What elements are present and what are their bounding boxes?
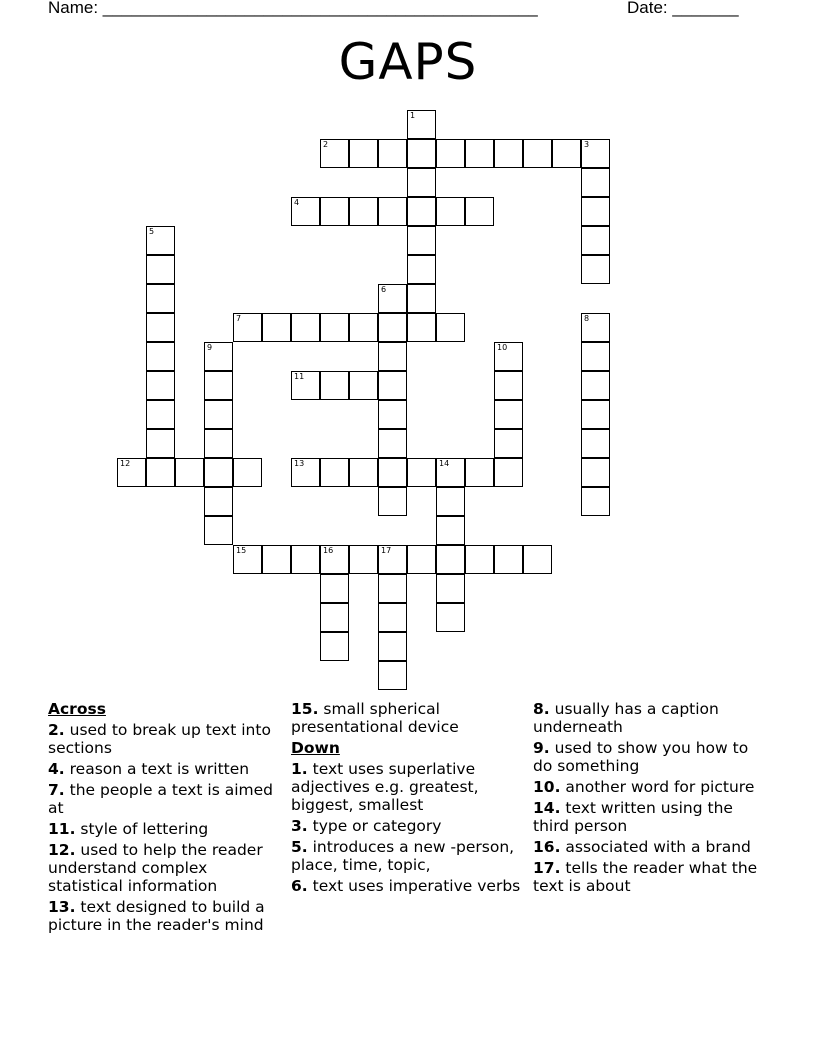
grid-cell[interactable] [581,429,610,458]
clues-column-2 [291,700,526,898]
grid-cell[interactable] [581,458,610,487]
clue-number: 9 [207,343,213,352]
grid-cell[interactable] [407,458,436,487]
grid-cell[interactable] [117,458,146,487]
grid-cell[interactable] [581,371,610,400]
grid-cell[interactable] [407,226,436,255]
grid-cell[interactable] [494,458,523,487]
grid-cell[interactable] [320,197,349,226]
grid-cell[interactable] [291,313,320,342]
clue-down-17: 17. tells the reader what the text is about [533,859,758,895]
grid-cell[interactable] [436,574,465,603]
grid-cell[interactable] [349,545,378,574]
clue-across-7: 7. the people a text is aimed at [48,781,273,817]
grid-cell[interactable] [233,313,262,342]
grid-cell[interactable] [523,139,552,168]
grid-cell[interactable] [146,226,175,255]
grid-cell[interactable] [146,371,175,400]
clue-down-10: 10. another word for picture [533,778,755,796]
grid-cell[interactable] [146,342,175,371]
clue-number: 11 [294,372,305,381]
clue-down-5: 5. introduces a new -person, place, time, topic, [291,838,515,874]
grid-cell[interactable] [436,603,465,632]
down-heading: Down [291,739,340,757]
clues-column-1 [48,700,283,937]
clue-number: 4 [294,198,300,207]
grid-cell[interactable] [407,255,436,284]
grid-cell[interactable] [320,313,349,342]
name-label: Name: ______________________________________________ [48,0,538,17]
grid-cell[interactable] [581,226,610,255]
clue-number: 1 [410,111,416,120]
clue-number: 12 [120,459,131,468]
clue-number: 2 [323,140,329,149]
grid-cell[interactable] [378,458,407,487]
grid-cell[interactable] [494,400,523,429]
grid-cell[interactable] [407,197,436,226]
grid-cell[interactable] [436,197,465,226]
grid-cell[interactable] [407,545,436,574]
clue-number: 13 [294,459,305,468]
grid-cell[interactable] [581,197,610,226]
clue-number: 10 [497,343,508,352]
grid-cell[interactable] [436,139,465,168]
grid-cell[interactable] [349,458,378,487]
grid-cell[interactable] [407,313,436,342]
grid-cell[interactable] [436,516,465,545]
grid-cell[interactable] [349,371,378,400]
grid-cell[interactable] [465,139,494,168]
clue-number: 15 [236,546,247,555]
grid-cell[interactable] [494,139,523,168]
grid-cell[interactable] [204,429,233,458]
clue-across-2: 2. used to break up text into sections [48,721,271,757]
grid-cell[interactable] [581,255,610,284]
clue-across-11: 11. style of lettering [48,820,209,838]
grid-cell[interactable] [378,313,407,342]
clue-down-14: 14. text written using the third person [533,799,733,835]
grid-cell[interactable] [378,400,407,429]
grid-cell[interactable] [581,139,610,168]
grid-cell[interactable] [320,371,349,400]
grid-cell[interactable] [204,516,233,545]
clue-number: 3 [584,140,590,149]
clue-number: 16 [323,546,334,555]
clue-across-4: 4. reason a text is written [48,760,250,778]
grid-cell[interactable] [262,313,291,342]
grid-cell[interactable] [320,458,349,487]
grid-cell[interactable] [349,313,378,342]
grid-cell[interactable] [378,661,407,690]
clue-across-15: 15. small spherical presentational device [291,700,459,736]
grid-cell[interactable] [465,197,494,226]
grid-cell[interactable] [233,545,262,574]
grid-cell[interactable] [494,429,523,458]
clue-number: 14 [439,459,450,468]
grid-cell[interactable] [378,545,407,574]
grid-cell[interactable] [436,545,465,574]
grid-cell[interactable] [378,603,407,632]
clue-across-13: 13. text designed to build a picture in the reader's mind [48,898,265,934]
grid-cell[interactable] [146,284,175,313]
clue-across-12: 12. used to help the reader understand complex statistical information [48,841,263,895]
grid-cell[interactable] [320,139,349,168]
grid-cell[interactable] [581,400,610,429]
grid-cell[interactable] [204,400,233,429]
grid-cell[interactable] [378,632,407,661]
grid-cell[interactable] [146,429,175,458]
grid-cell[interactable] [494,545,523,574]
grid-cell[interactable] [233,458,262,487]
grid-cell[interactable] [146,255,175,284]
grid-cell[interactable] [175,458,204,487]
grid-cell[interactable] [407,110,436,139]
across-heading: Across [48,700,106,718]
grid-cell[interactable] [349,139,378,168]
grid-cell[interactable] [436,458,465,487]
grid-cell[interactable] [378,284,407,313]
grid-cell[interactable] [465,458,494,487]
grid-cell[interactable] [407,284,436,313]
grid-cell[interactable] [204,487,233,516]
grid-cell[interactable] [146,313,175,342]
grid-cell[interactable] [378,371,407,400]
clue-down-3: 3. type or category [291,817,442,835]
grid-cell[interactable] [204,342,233,371]
clue-number: 5 [149,227,155,236]
grid-cell[interactable] [204,371,233,400]
grid-cell[interactable] [291,458,320,487]
clues-column-3 [533,700,763,898]
grid-cell[interactable] [291,545,320,574]
grid-cell[interactable] [146,458,175,487]
grid-cell[interactable] [494,342,523,371]
date-label: Date: _______ [627,0,739,17]
grid-cell[interactable] [378,429,407,458]
grid-cell[interactable] [146,400,175,429]
grid-cell[interactable] [320,574,349,603]
grid-cell[interactable] [581,487,610,516]
puzzle-title: GAPS [338,33,478,91]
grid-cell[interactable] [436,313,465,342]
grid-cell[interactable] [407,139,436,168]
grid-cell[interactable] [291,371,320,400]
grid-cell[interactable] [378,342,407,371]
clue-down-9: 9. used to show you how to do something [533,739,749,775]
grid-cell[interactable] [378,139,407,168]
grid-cell[interactable] [262,545,291,574]
grid-cell[interactable] [465,545,494,574]
grid-cell[interactable] [320,545,349,574]
grid-cell[interactable] [291,197,320,226]
clue-down-16: 16. associated with a brand [533,838,751,856]
clue-number: 6 [381,285,387,294]
grid-cell[interactable] [320,632,349,661]
grid-cell[interactable] [204,458,233,487]
grid-cell[interactable] [349,197,378,226]
grid-cell[interactable] [552,139,581,168]
grid-cell[interactable] [494,371,523,400]
grid-cell[interactable] [378,487,407,516]
grid-cell[interactable] [320,603,349,632]
clue-number: 8 [584,314,590,323]
grid-cell[interactable] [523,545,552,574]
clue-down-6: 6. text uses imperative verbs [291,877,521,895]
grid-cell[interactable] [407,168,436,197]
grid-cell[interactable] [581,342,610,371]
grid-cell[interactable] [378,197,407,226]
grid-cell[interactable] [581,313,610,342]
grid-cell[interactable] [581,168,610,197]
grid-cell[interactable] [378,574,407,603]
clue-number: 17 [381,546,392,555]
clue-number: 7 [236,314,242,323]
grid-cell[interactable] [436,487,465,516]
clue-down-1: 1. text uses superlative adjectives e.g. greatest, biggest, smallest [291,760,479,814]
clue-down-8: 8. usually has a caption underneath [533,700,719,736]
